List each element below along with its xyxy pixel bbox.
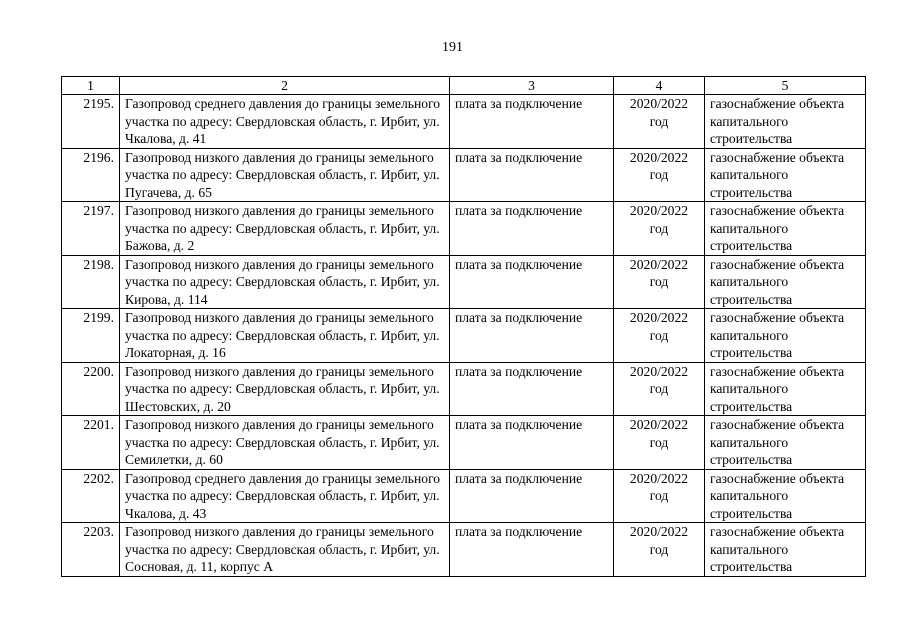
period-cell: 2020/2022 год	[614, 95, 705, 149]
column-header-3: 3	[450, 77, 614, 95]
object-name-cell: Газопровод низкого давления до границы земельного участка по адресу: Свердловская область, г. Ирбит, ул. Бажова, д. 2	[120, 202, 450, 256]
purpose-cell: газоснабжение объекта капитального строительства	[705, 309, 866, 363]
object-name-cell: Газопровод низкого давления до границы земельного участка по адресу: Свердловская область, г. Ирбит, ул. Локаторная, д. 16	[120, 309, 450, 363]
purpose-cell: газоснабжение объекта капитального строительства	[705, 148, 866, 202]
period-cell: 2020/2022 год	[614, 469, 705, 523]
object-name-cell: Газопровод низкого давления до границы земельного участка по адресу: Свердловская область, г. Ирбит, ул. Сосновая, д. 11, корпус А	[120, 523, 450, 577]
table-row	[62, 469, 866, 523]
period-cell: 2020/2022 год	[614, 362, 705, 416]
document-table	[61, 76, 866, 577]
purpose-cell: газоснабжение объекта капитального строительства	[705, 95, 866, 149]
column-header-1: 1	[62, 77, 120, 95]
period-cell: 2020/2022 год	[614, 202, 705, 256]
column-header-4: 4	[614, 77, 705, 95]
period-cell: 2020/2022 год	[614, 309, 705, 363]
object-name-cell: Газопровод среднего давления до границы земельного участка по адресу: Свердловская область, г. Ирбит, ул. Чкалова, д. 43	[120, 469, 450, 523]
payment-type-cell: плата за подключение	[450, 255, 614, 309]
object-name-cell: Газопровод низкого давления до границы земельного участка по адресу: Свердловская область, г. Ирбит, ул. Кирова, д. 114	[120, 255, 450, 309]
purpose-cell: газоснабжение объекта капитального строительства	[705, 202, 866, 256]
payment-type-cell: плата за подключение	[450, 202, 614, 256]
row-number-cell: 2195.	[62, 95, 120, 149]
table-row	[62, 95, 866, 149]
payment-type-cell: плата за подключение	[450, 416, 614, 470]
page-number: 191	[442, 40, 463, 55]
object-name-cell: Газопровод среднего давления до границы земельного участка по адресу: Свердловская область, г. Ирбит, ул. Чкалова, д. 41	[120, 95, 450, 149]
payment-type-cell: плата за подключение	[450, 309, 614, 363]
object-name-cell: Газопровод низкого давления до границы земельного участка по адресу: Свердловская область, г. Ирбит, ул. Пугачева, д. 65	[120, 148, 450, 202]
purpose-cell: газоснабжение объекта капитального строительства	[705, 255, 866, 309]
period-cell: 2020/2022 год	[614, 148, 705, 202]
column-header-2: 2	[120, 77, 450, 95]
purpose-cell: газоснабжение объекта капитального строительства	[705, 416, 866, 470]
purpose-cell: газоснабжение объекта капитального строительства	[705, 469, 866, 523]
row-number-cell: 2201.	[62, 416, 120, 470]
object-name-cell: Газопровод низкого давления до границы земельного участка по адресу: Свердловская область, г. Ирбит, ул. Шестовских, д. 20	[120, 362, 450, 416]
row-number-cell: 2198.	[62, 255, 120, 309]
row-number-cell: 2203.	[62, 523, 120, 577]
row-number-cell: 2199.	[62, 309, 120, 363]
table-row	[62, 362, 866, 416]
table-row	[62, 309, 866, 363]
purpose-cell: газоснабжение объекта капитального строительства	[705, 523, 866, 577]
object-name-cell: Газопровод низкого давления до границы земельного участка по адресу: Свердловская область, г. Ирбит, ул. Семилетки, д. 60	[120, 416, 450, 470]
period-cell: 2020/2022 год	[614, 416, 705, 470]
row-number-cell: 2200.	[62, 362, 120, 416]
column-header-5: 5	[705, 77, 866, 95]
period-cell: 2020/2022 год	[614, 523, 705, 577]
table-row	[62, 416, 866, 470]
table-header-row	[62, 77, 866, 95]
row-number-cell: 2202.	[62, 469, 120, 523]
payment-type-cell: плата за подключение	[450, 95, 614, 149]
table-row	[62, 523, 866, 577]
row-number-cell: 2197.	[62, 202, 120, 256]
table-row	[62, 148, 866, 202]
table-row	[62, 202, 866, 256]
purpose-cell: газоснабжение объекта капитального строительства	[705, 362, 866, 416]
table-row	[62, 255, 866, 309]
payment-type-cell: плата за подключение	[450, 469, 614, 523]
payment-type-cell: плата за подключение	[450, 362, 614, 416]
payment-type-cell: плата за подключение	[450, 148, 614, 202]
period-cell: 2020/2022 год	[614, 255, 705, 309]
row-number-cell: 2196.	[62, 148, 120, 202]
payment-type-cell: плата за подключение	[450, 523, 614, 577]
